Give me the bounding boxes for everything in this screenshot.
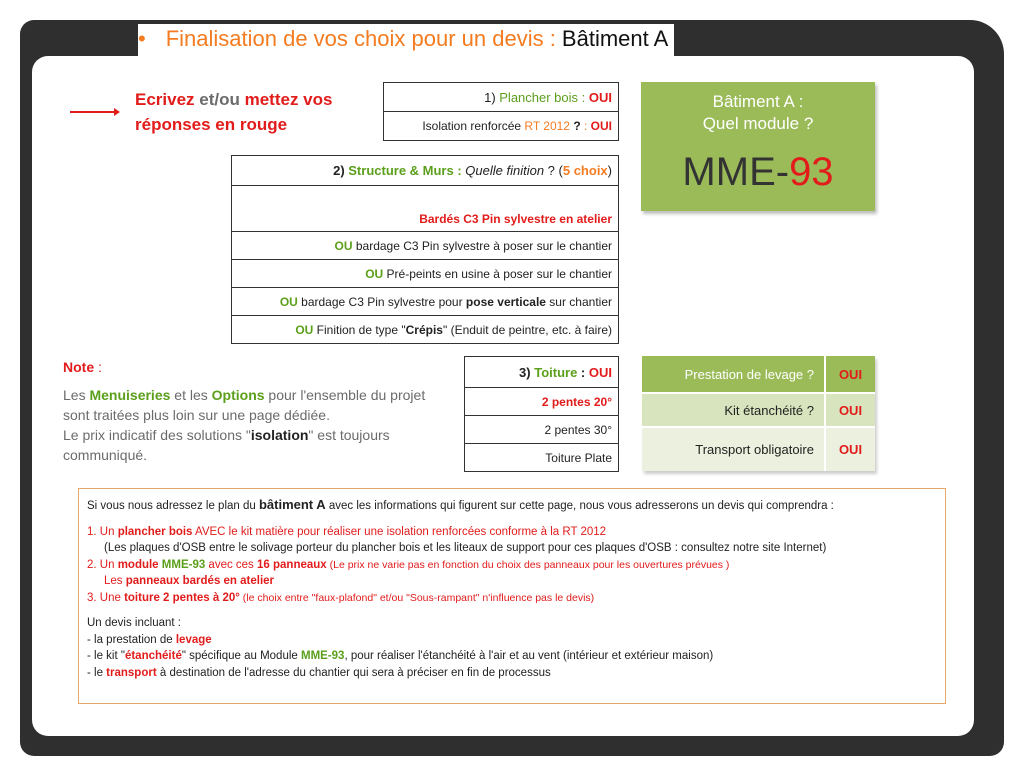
summary-emphasis: levage bbox=[175, 633, 212, 646]
summary-text: Si vous nous adressez le plan du bbox=[87, 500, 259, 512]
structure-option-1[interactable] bbox=[232, 232, 619, 260]
service-row bbox=[642, 393, 875, 427]
module-box bbox=[641, 82, 875, 211]
summary-emphasis: transport bbox=[106, 666, 157, 679]
note-block bbox=[63, 357, 448, 465]
option-text: Pré-peints en usine à poser sur le chantier bbox=[383, 266, 612, 281]
plancher-row bbox=[384, 83, 619, 112]
option-emphasis: pose verticale bbox=[465, 294, 546, 309]
module-question: Quel module ? bbox=[702, 114, 814, 133]
isolation-cell[interactable] bbox=[384, 112, 619, 141]
quote-summary bbox=[78, 488, 946, 704]
summary-item-2 bbox=[87, 557, 937, 574]
note-text: Le prix indicatif des solutions " bbox=[63, 427, 251, 443]
summary-text: 3. Une bbox=[87, 591, 125, 604]
structure-option-2[interactable] bbox=[232, 260, 619, 288]
isolation-question: ? bbox=[569, 119, 584, 133]
instruction-text bbox=[135, 87, 375, 137]
toiture-label: Toiture bbox=[534, 364, 578, 380]
service-value[interactable]: OUI bbox=[825, 427, 875, 471]
summary-text: Les bbox=[104, 575, 126, 587]
plancher-label: Plancher bois : bbox=[499, 89, 589, 105]
structure-option-row bbox=[232, 232, 619, 260]
note-text: pour l'ensemble du projet sont traitées plus loin sur une page dédiée. bbox=[63, 387, 426, 423]
service-row bbox=[642, 356, 875, 393]
summary-text: 1. Un bbox=[87, 525, 118, 538]
summary-emphasis: module bbox=[117, 558, 159, 571]
instruction-write: Ecrivez bbox=[135, 90, 195, 109]
structure-num: 2) bbox=[333, 163, 349, 178]
isolation-row bbox=[384, 112, 619, 141]
ou-label: OU bbox=[279, 294, 298, 309]
module-prefix: MME- bbox=[682, 150, 790, 194]
isolation-label: Isolation renforcée bbox=[422, 119, 525, 133]
summary-emphasis: panneaux bardés en atelier bbox=[125, 575, 275, 587]
structure-option-row bbox=[232, 260, 619, 288]
summary-devis-head: Un devis incluant : bbox=[87, 617, 181, 629]
summary-item-3 bbox=[87, 590, 937, 607]
option-text: " (Enduit de peintre, etc. à faire) bbox=[442, 322, 612, 337]
structure-table bbox=[231, 155, 619, 344]
plancher-cell[interactable] bbox=[384, 83, 619, 112]
toiture-sep: : bbox=[577, 364, 589, 380]
option-text: sur chantier bbox=[545, 294, 612, 309]
title-lead: Finalisation de vos choix pour un devis : bbox=[165, 26, 562, 51]
toiture-option-3[interactable]: Toiture Plate bbox=[465, 444, 619, 472]
option-text: bardage C3 Pin sylvestre à poser sur le chantier bbox=[352, 238, 612, 253]
summary-module-code: MME-93 bbox=[301, 650, 345, 662]
note-head: Note bbox=[63, 359, 95, 375]
structure-question: Quelle finition bbox=[465, 163, 545, 178]
structure-qmark: ? ( bbox=[544, 163, 563, 178]
toiture-option-row bbox=[465, 388, 619, 416]
module-code[interactable] bbox=[641, 149, 875, 195]
structure-choices: 5 choix bbox=[562, 163, 608, 178]
note-menuiseries: Menuiseries bbox=[89, 387, 171, 403]
instruction-rest: mettez vos réponses en rouge bbox=[135, 90, 333, 134]
toiture-header-row bbox=[465, 357, 619, 388]
note-colon: : bbox=[94, 359, 102, 375]
toiture-option-selected[interactable]: 2 pentes 20° bbox=[465, 388, 619, 416]
summary-text: - la prestation de bbox=[87, 633, 176, 646]
summary-text: , pour réaliser l'étanchéité à l'air et au vent (intérieur et extérieur maison) bbox=[344, 650, 714, 662]
structure-option-3[interactable] bbox=[232, 288, 619, 316]
summary-item-2-detail bbox=[87, 573, 937, 590]
toiture-header[interactable] bbox=[465, 357, 619, 388]
summary-text: - le bbox=[87, 666, 107, 679]
summary-emphasis: étanchéité bbox=[124, 650, 182, 662]
note-text: et les bbox=[170, 387, 212, 403]
toiture-table bbox=[464, 356, 619, 472]
summary-text: 2. Un bbox=[87, 558, 118, 571]
service-label: Kit étanchéité ? bbox=[642, 393, 825, 427]
arrow-right-icon bbox=[70, 104, 120, 120]
structure-option-row bbox=[232, 316, 619, 344]
summary-text: à destination de l'adresse du chantier qui sera à préciser en fin de processus bbox=[156, 666, 551, 679]
ou-label: OU bbox=[295, 322, 314, 337]
structure-option-row bbox=[232, 288, 619, 316]
structure-option-selected[interactable]: Bardés C3 Pin sylvestre en atelier bbox=[232, 186, 619, 232]
summary-item-1-detail: (Les plaques d'OSB entre le solivage porteur du plancher bois et les liteaux de support pour ces plaques d'OSB : consultez notre site Internet) bbox=[104, 542, 827, 554]
summary-text: avec les informations qui figurent sur cette page, nous vous adresserons un devis qui comprendra : bbox=[325, 500, 834, 512]
note-text: Les bbox=[63, 387, 90, 403]
service-label: Prestation de levage ? bbox=[642, 356, 825, 393]
summary-intro bbox=[87, 497, 937, 515]
page-title bbox=[138, 24, 674, 56]
service-value[interactable]: OUI bbox=[825, 356, 875, 393]
toiture-option-2[interactable]: 2 pentes 30° bbox=[465, 416, 619, 444]
structure-close: ) bbox=[607, 163, 612, 178]
structure-label: Structure & Murs : bbox=[348, 163, 466, 178]
structure-option-4[interactable] bbox=[232, 316, 619, 344]
structure-option-row bbox=[232, 186, 619, 232]
note-text: " est toujours communiqué. bbox=[63, 427, 390, 463]
ou-label: OU bbox=[365, 266, 384, 281]
note-options: Options bbox=[211, 387, 265, 403]
toiture-option-row bbox=[465, 444, 619, 472]
title-bullet: • bbox=[138, 26, 146, 51]
note-isolation: isolation bbox=[250, 427, 309, 443]
option-text: Finition de type " bbox=[313, 322, 406, 337]
structure-header-row bbox=[232, 156, 619, 186]
summary-emphasis: 16 panneaux bbox=[257, 558, 327, 571]
summary-item-1 bbox=[87, 524, 937, 541]
option-emphasis: Crépis bbox=[405, 322, 443, 337]
service-label: Transport obligatoire bbox=[642, 427, 825, 471]
summary-devis-1 bbox=[87, 632, 937, 649]
structure-header bbox=[232, 156, 619, 186]
isolation-answer: OUI bbox=[590, 119, 612, 133]
summary-text: avec ces bbox=[205, 558, 258, 571]
option-text: bardage C3 Pin sylvestre pour bbox=[297, 294, 466, 309]
plancher-table bbox=[383, 82, 619, 141]
service-row bbox=[642, 427, 875, 471]
ou-label: OU bbox=[334, 238, 353, 253]
title-building: Bâtiment A bbox=[561, 26, 669, 51]
summary-devis-3 bbox=[87, 665, 937, 682]
summary-module-code: MME-93 bbox=[161, 558, 206, 571]
summary-emphasis: toiture 2 pentes à 20° bbox=[124, 591, 240, 604]
summary-emphasis: plancher bois bbox=[117, 525, 193, 538]
toiture-num: 3) bbox=[519, 364, 535, 380]
summary-text: - le kit " bbox=[87, 650, 125, 662]
summary-building: bâtiment A bbox=[258, 497, 326, 512]
module-number: 93 bbox=[789, 150, 834, 194]
module-building: Bâtiment A : bbox=[712, 92, 804, 111]
summary-devis-2 bbox=[87, 648, 937, 665]
service-value[interactable]: OUI bbox=[825, 393, 875, 427]
isolation-sep: : bbox=[583, 119, 591, 133]
services-table bbox=[642, 356, 875, 471]
instruction-andor: et/ou bbox=[194, 90, 245, 109]
plancher-answer: OUI bbox=[588, 89, 612, 105]
plancher-num: 1) bbox=[484, 89, 500, 105]
isolation-rt: RT 2012 bbox=[524, 119, 570, 133]
toiture-answer: OUI bbox=[588, 364, 612, 380]
toiture-option-row bbox=[465, 416, 619, 444]
summary-text: AVEC le kit matière pour réaliser une isolation renforcées conforme à la RT 2012 bbox=[192, 525, 607, 538]
summary-text: " spécifique au Module bbox=[181, 650, 301, 662]
summary-text: (le choix entre "faux-plafond" et/ou "Sous-rampant" n'influence pas le devis) bbox=[239, 591, 595, 604]
summary-text: (Le prix ne varie pas en fonction du choix des panneaux pour les ouvertures prévues ) bbox=[326, 558, 730, 571]
